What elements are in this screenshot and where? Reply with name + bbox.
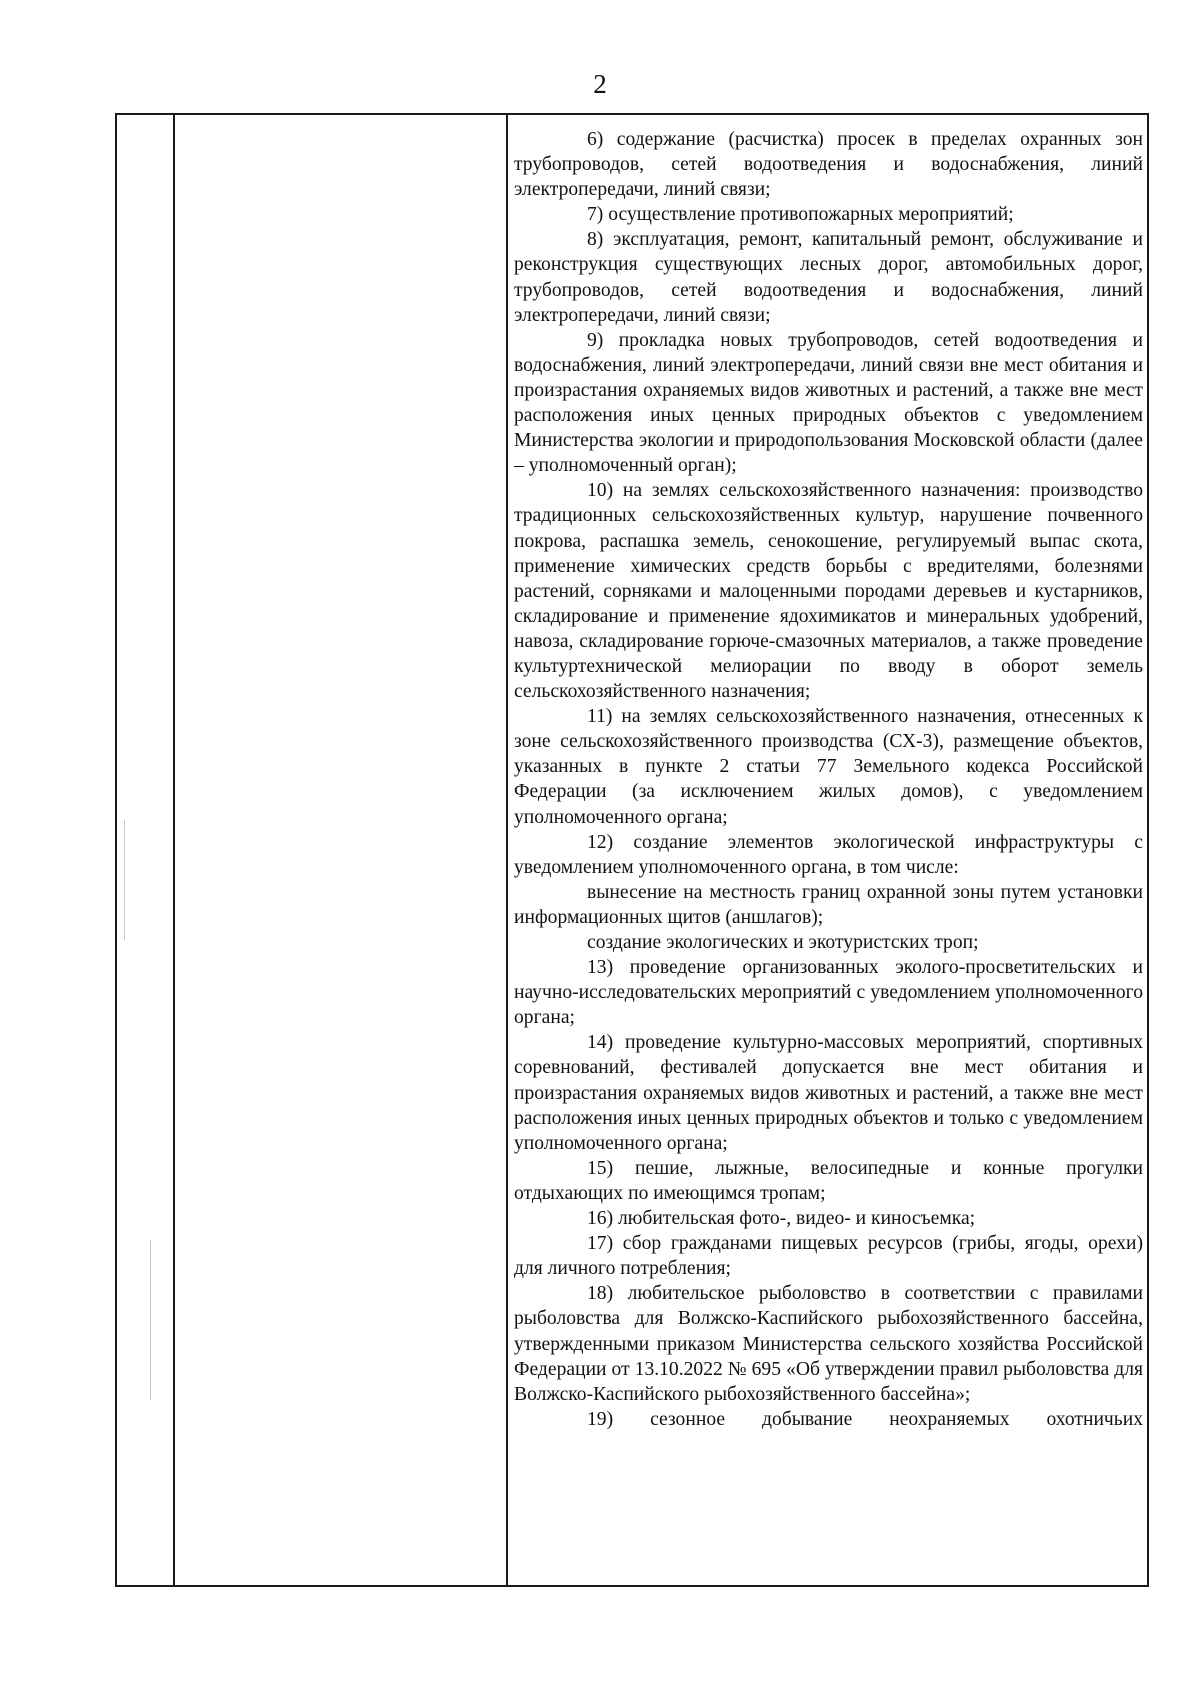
paragraph-item-15: 15) пешие, лыжные, велосипедные и конные прогулки отдыхающих по имеющимся тропам; [514,1157,1143,1204]
paragraph-item-10: 10) на землях сельскохозяйственного назначения: производство традиционных сельскохозяйственных культур, нарушение почвенного покрова, распашка земель, сенокошение, регулируемый выпас скота, применение химических средств борьбы с вредителями, болезнями растений, сорняками и малоценными породами деревьев и кустарников, складирование и применение ядохимикатов и минеральных удобрений, навоза, складирование горюче-смазочных материалов, а также проведение культуртехнической мелиорации по вводу в оборот земель сельскохозяйственного назначения; [514,480,1143,703]
table-column-divider [173,115,175,1585]
paragraph-item-13: 13) проведение организованных эколого-просветительских и научно-исследовательских мероприятий с уведомлением уполномоченного органа; [514,957,1143,1029]
paragraph-item-19: 19) сезонное добывание неохраняемых охотничьих [587,1408,1143,1430]
paragraph-item-7: 7) осуществление противопожарных мероприятий; [587,204,1014,226]
paragraph-item-12: 12) создание элементов экологической инфраструктуры с уведомлением уполномоченного органа, в том числе: [514,831,1143,878]
paragraph-item-8: 8) эксплуатация, ремонт, капитальный ремонт, обслуживание и реконструкция существующих лесных дорог, автомобильных дорог, трубопроводов, сетей водоотведения и водоснабжения, линий электропередачи, линий связи; [514,229,1143,326]
scan-artifact-line [124,820,125,940]
paragraph-subitem-trails: создание экологических и экотуристских троп; [587,932,979,953]
paragraph-item-18: 18) любительское рыболовство в соответствии с правилами рыболовства для Волжско-Каспийского рыбохозяйственного бассейна, утвержденными приказом Министерства сельского хозяйства Российской Федерации от 13.10.2022 № 695 «Об утверждении правил рыболовства для Волжско-Каспийского рыбохозяйственного бассейна»; [514,1283,1143,1405]
scan-artifact-line [150,1240,151,1400]
table-column-divider [506,115,508,1585]
paragraph-item-9: 9) прокладка новых трубопроводов, сетей водоотведения и водоснабжения, линий электропередачи, линий связи вне мест обитания и произрастания охраняемых видов животных и растений, а также вне мест расположения иных ценных природных объектов с уведомлением Министерства экологии и природопользования Московской области (далее – уполномоченный орган); [514,329,1143,477]
document-table [115,113,1149,1587]
paragraph-item-14: 14) проведение культурно-массовых мероприятий, спортивных соревнований, фестивалей допускается вне мест обитания и произрастания охраняемых видов животных и растений, а также вне мест расположения иных ценных природных объектов и только с уведомлением уполномоченного органа; [514,1032,1143,1154]
paragraph-item-16: 16) любительская фото-, видео- и киносъемка; [587,1208,976,1230]
paragraph-subitem-boundaries: вынесение на местность границ охранной зоны путем установки информационных щитов (аншлагов); [514,881,1143,928]
page-number: 2 [593,69,607,99]
paragraph-item-6: 6) содержание (расчистка) просек в пределах охранных зон трубопроводов, сетей водоотведения и водоснабжения, линий электропередачи, линий связи; [514,129,1143,201]
table-cell-text [514,127,1143,1432]
paragraph-item-17: 17) сбор гражданами пищевых ресурсов (грибы, ягоды, орехи) для личного потребления; [514,1233,1143,1280]
paragraph-item-11: 11) на землях сельскохозяйственного назначения, отнесенных к зоне сельскохозяйственного производства (СХ-3), размещение объектов, указанных в пункте 2 статьи 77 Земельного кодекса Российской Федерации (за исключением жилых домов), с уведомлением уполномоченного органа; [514,706,1143,828]
